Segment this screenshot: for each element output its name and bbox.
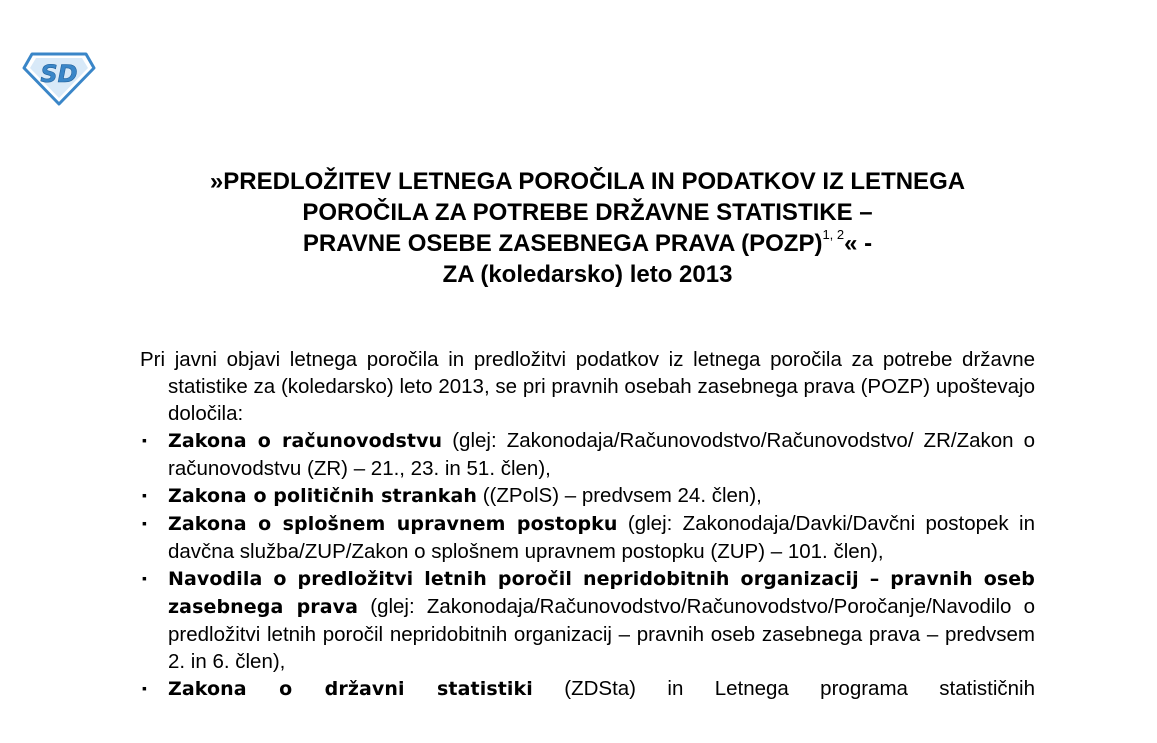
logo-text: SD	[40, 60, 78, 88]
bullet-icon: ▪	[142, 487, 147, 503]
intro-paragraph: Pri javni objavi letnega poročila in predložitvi podatkov iz letnega poročila za potrebe državne statistike za (koledarsko) leto 2013, se pri pravnih osebah zasebnega prava (POZP) upoštevajo določila:	[140, 348, 1035, 425]
list-item	[140, 565, 1035, 675]
list-item	[140, 427, 1035, 482]
list-item	[140, 675, 1035, 703]
law-name: Zakona o računovodstvu	[168, 430, 443, 452]
law-reference: (ZDSta) in Letnega programa statističnih	[532, 677, 1035, 700]
bullet-icon: ▪	[142, 570, 147, 586]
title-line-3	[140, 228, 1035, 259]
bullet-icon: ▪	[142, 515, 147, 531]
footnote-reference: 1, 2	[822, 227, 845, 242]
law-name: Zakona o državni statistiki	[168, 678, 533, 700]
document-body	[140, 346, 1035, 703]
law-reference: (glej: Zakonodaja/Računovodstvo/Računovodstvo/ ZR/Zakon o računovodstvu (ZR) – 21., 23. in 51. člen),	[168, 429, 1035, 480]
title-line-3-end: « -	[844, 230, 873, 257]
title-line-4: ZA (koledarsko) leto 2013	[442, 261, 733, 288]
regulations-list	[140, 427, 1035, 703]
list-item	[140, 510, 1035, 565]
title-line-1: »PREDLOŽITEV LETNEGA POROČILA IN PODATKOV IZ LETNEGA	[209, 168, 966, 195]
law-reference: (glej: Zakonodaja/Računovodstvo/Računovodstvo/Poročanje/Navodilo o predložitvi letnih poročil nepridobitnih organizacij – pravnih oseb zasebnega prava – predvsem 2. in 6. člen),	[168, 595, 1035, 673]
bullet-icon: ▪	[142, 432, 147, 448]
law-reference: (glej: Zakonodaja/Davki/Davčni postopek in davčna služba/ZUP/Zakon o splošnem upravnem postopku (ZUP) – 101. člen),	[168, 512, 1035, 563]
document-title	[140, 166, 1035, 290]
title-line-3-main: PRAVNE OSEBE ZASEBNEGA PRAVA (POZP)	[302, 230, 823, 257]
law-name: Navodila o predložitvi letnih poročil nepridobitnih organizacij – pravnih oseb zasebnega prava	[168, 568, 1035, 618]
title-line-2: POROČILA ZA POTREBE DRŽAVNE STATISTIKE –	[302, 199, 873, 226]
law-reference: ((ZPolS) – predvsem 24. člen),	[477, 484, 762, 507]
list-item	[140, 482, 1035, 510]
bullet-icon: ▪	[142, 680, 147, 696]
sd-shield-logo-icon	[22, 50, 96, 106]
law-name: Zakona o splošnem upravnem postopku	[168, 513, 618, 535]
law-name: Zakona o političnih strankah	[168, 485, 478, 507]
